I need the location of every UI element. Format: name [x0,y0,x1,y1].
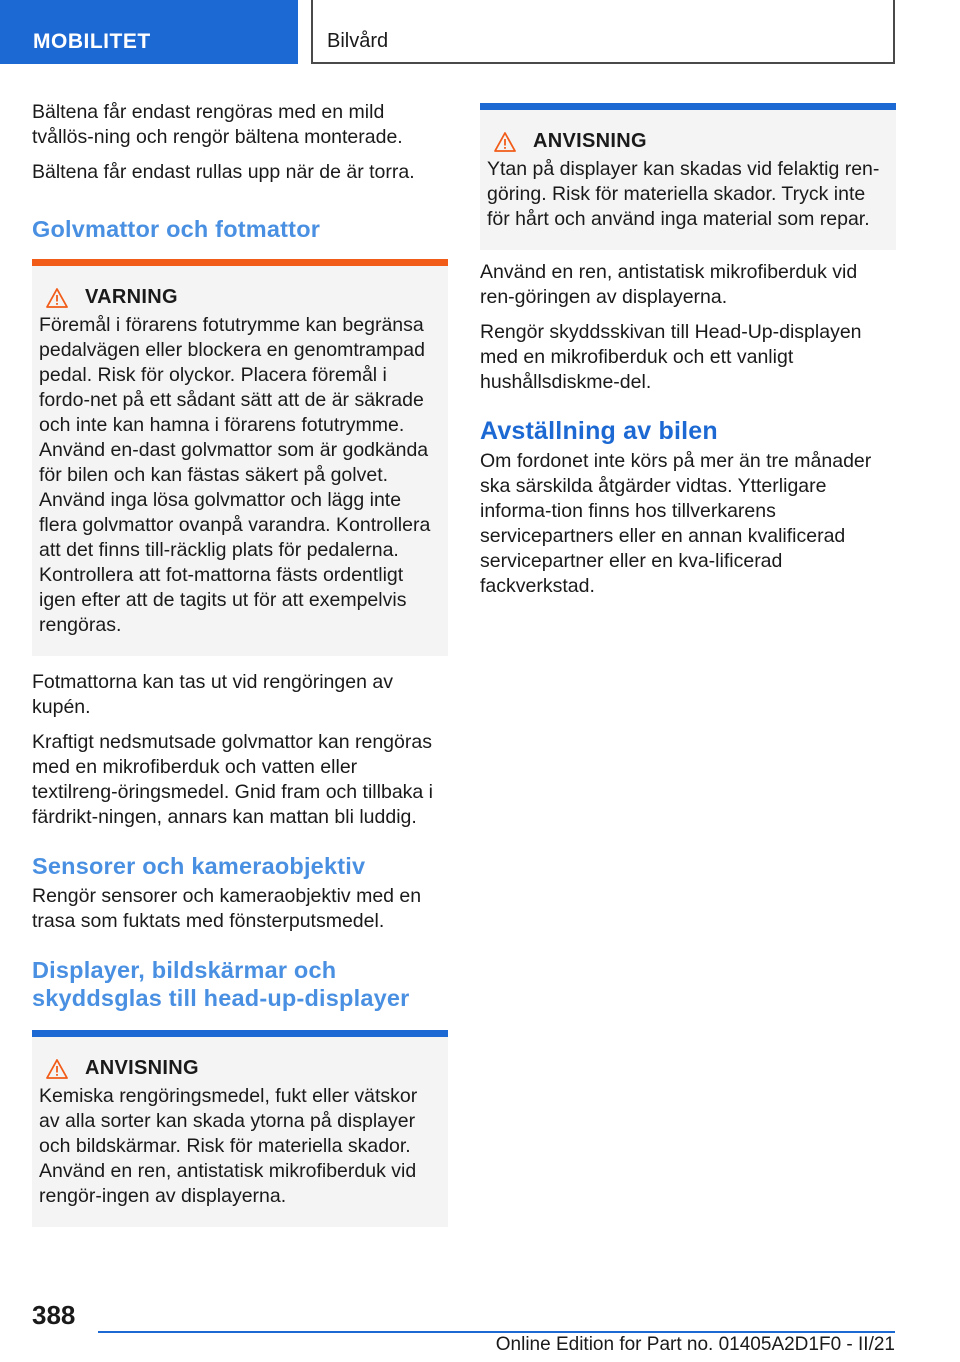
notice-text: Kemiska rengöringsmedel, fukt eller vätskor av alla sorter kan skada ytorna på displayer och bildskärmar. Risk för materiella skador. Använd en ren, antistatisk mikrofiberduk vid rengör-ingen av displayerna. [39,1085,418,1207]
right-column [480,103,896,609]
intro-paragraph-2: Bältena får endast rullas upp när de är torra. [32,161,415,183]
heading-storage: Avställning av bilen [480,417,718,445]
notice-box-surface [480,103,896,250]
warning-header [39,286,442,309]
storage-paragraph: Om fordonet inte körs på mer än tre månader ska särskilda åtgärder vidtas. Ytterligare informa-tion finns hos tillverkarens servicepartners eller en annan kvalificerad servicepartner eller en kva-lificerad fackverkstad. [480,450,872,597]
warning-triangle-icon [494,132,516,152]
warning-text: Föremål i förarens fotutrymme kan begränsa pedalvägen eller blockera en genomtrampad pedal. Risk för olyckor. Placera föremål i fordo-net på ett sådant sätt att de är säkrade och inte kan hamna i förarens fotutrymme. Använd en-dast golvmattor som är godkända för bilen och kan fästas säkert på golvet. Använd inga lösa golvmattor och lägg inte flera golvmattor ovanpå varandra. Kontrollera att det finns till-räcklig plats för pedalerna. Kontrollera att fot-mattorna fästs ordentligt igen efter att de tagits ut för att exempelvis rengöras. [39,314,431,636]
notice-header [39,1057,442,1080]
mats-paragraph-2: Kraftigt nedsmutsade golvmattor kan rengöras med en mikrofiberduk och vatten eller textilreng-öringsmedel. Gnid fram och tillbaka i färdrikt-ningen, annars kan mattan bli luddig. [32,731,434,828]
chapter-tab [0,0,298,64]
sensors-paragraph: Rengör sensorer och kameraobjektiv med en trasa som fuktats med fönsterputsmedel. [32,885,422,932]
display-paragraph-2: Rengör skyddsskivan till Head-Up-displayen med en mikrofiberduk och ett vanligt hushållsdiskme-del. [480,321,862,393]
warning-box [32,259,448,656]
intro-paragraph-1: Bältena får endast rengöras med en mild tvållös-ning och rengör bältena monterade. [32,101,403,148]
notice-header [487,130,890,153]
warning-title: VARNING [85,286,178,308]
notice-text: Ytan på displayer kan skadas vid felaktig ren-göring. Risk för materiella skador. Tryck inte för hårt och använd inga material som repar. [487,158,880,230]
heading-sensors: Sensorer och kameraobjektiv [32,853,366,879]
warning-triangle-icon [46,288,68,308]
notice-title: ANVISNING [533,130,647,152]
heading-floor-mats: Golvmattor och fotmattor [32,216,321,242]
mats-paragraph-1: Fotmattorna kan tas ut vid rengöringen av kupén. [32,671,393,718]
footer-divider [98,1331,895,1333]
section-title: Bilvård [327,30,389,52]
footer-edition: Online Edition for Part no. 01405A2D1F0 - II/21 [495,1334,895,1355]
notice-box-displays [32,1030,448,1227]
display-paragraph-1: Använd en ren, antistatisk mikrofiberduk vid ren-göringen av displayerna. [480,261,858,308]
notice-title: ANVISNING [85,1057,199,1079]
section-header [311,0,895,64]
heading-displays: Displayer, bildskärmar och skyddsglas till head-up-displayer [32,957,410,1011]
chapter-title: MOBILITET [33,30,151,53]
warning-triangle-icon [46,1059,68,1079]
page-number: 388 [32,1300,76,1330]
left-column [32,100,448,1227]
